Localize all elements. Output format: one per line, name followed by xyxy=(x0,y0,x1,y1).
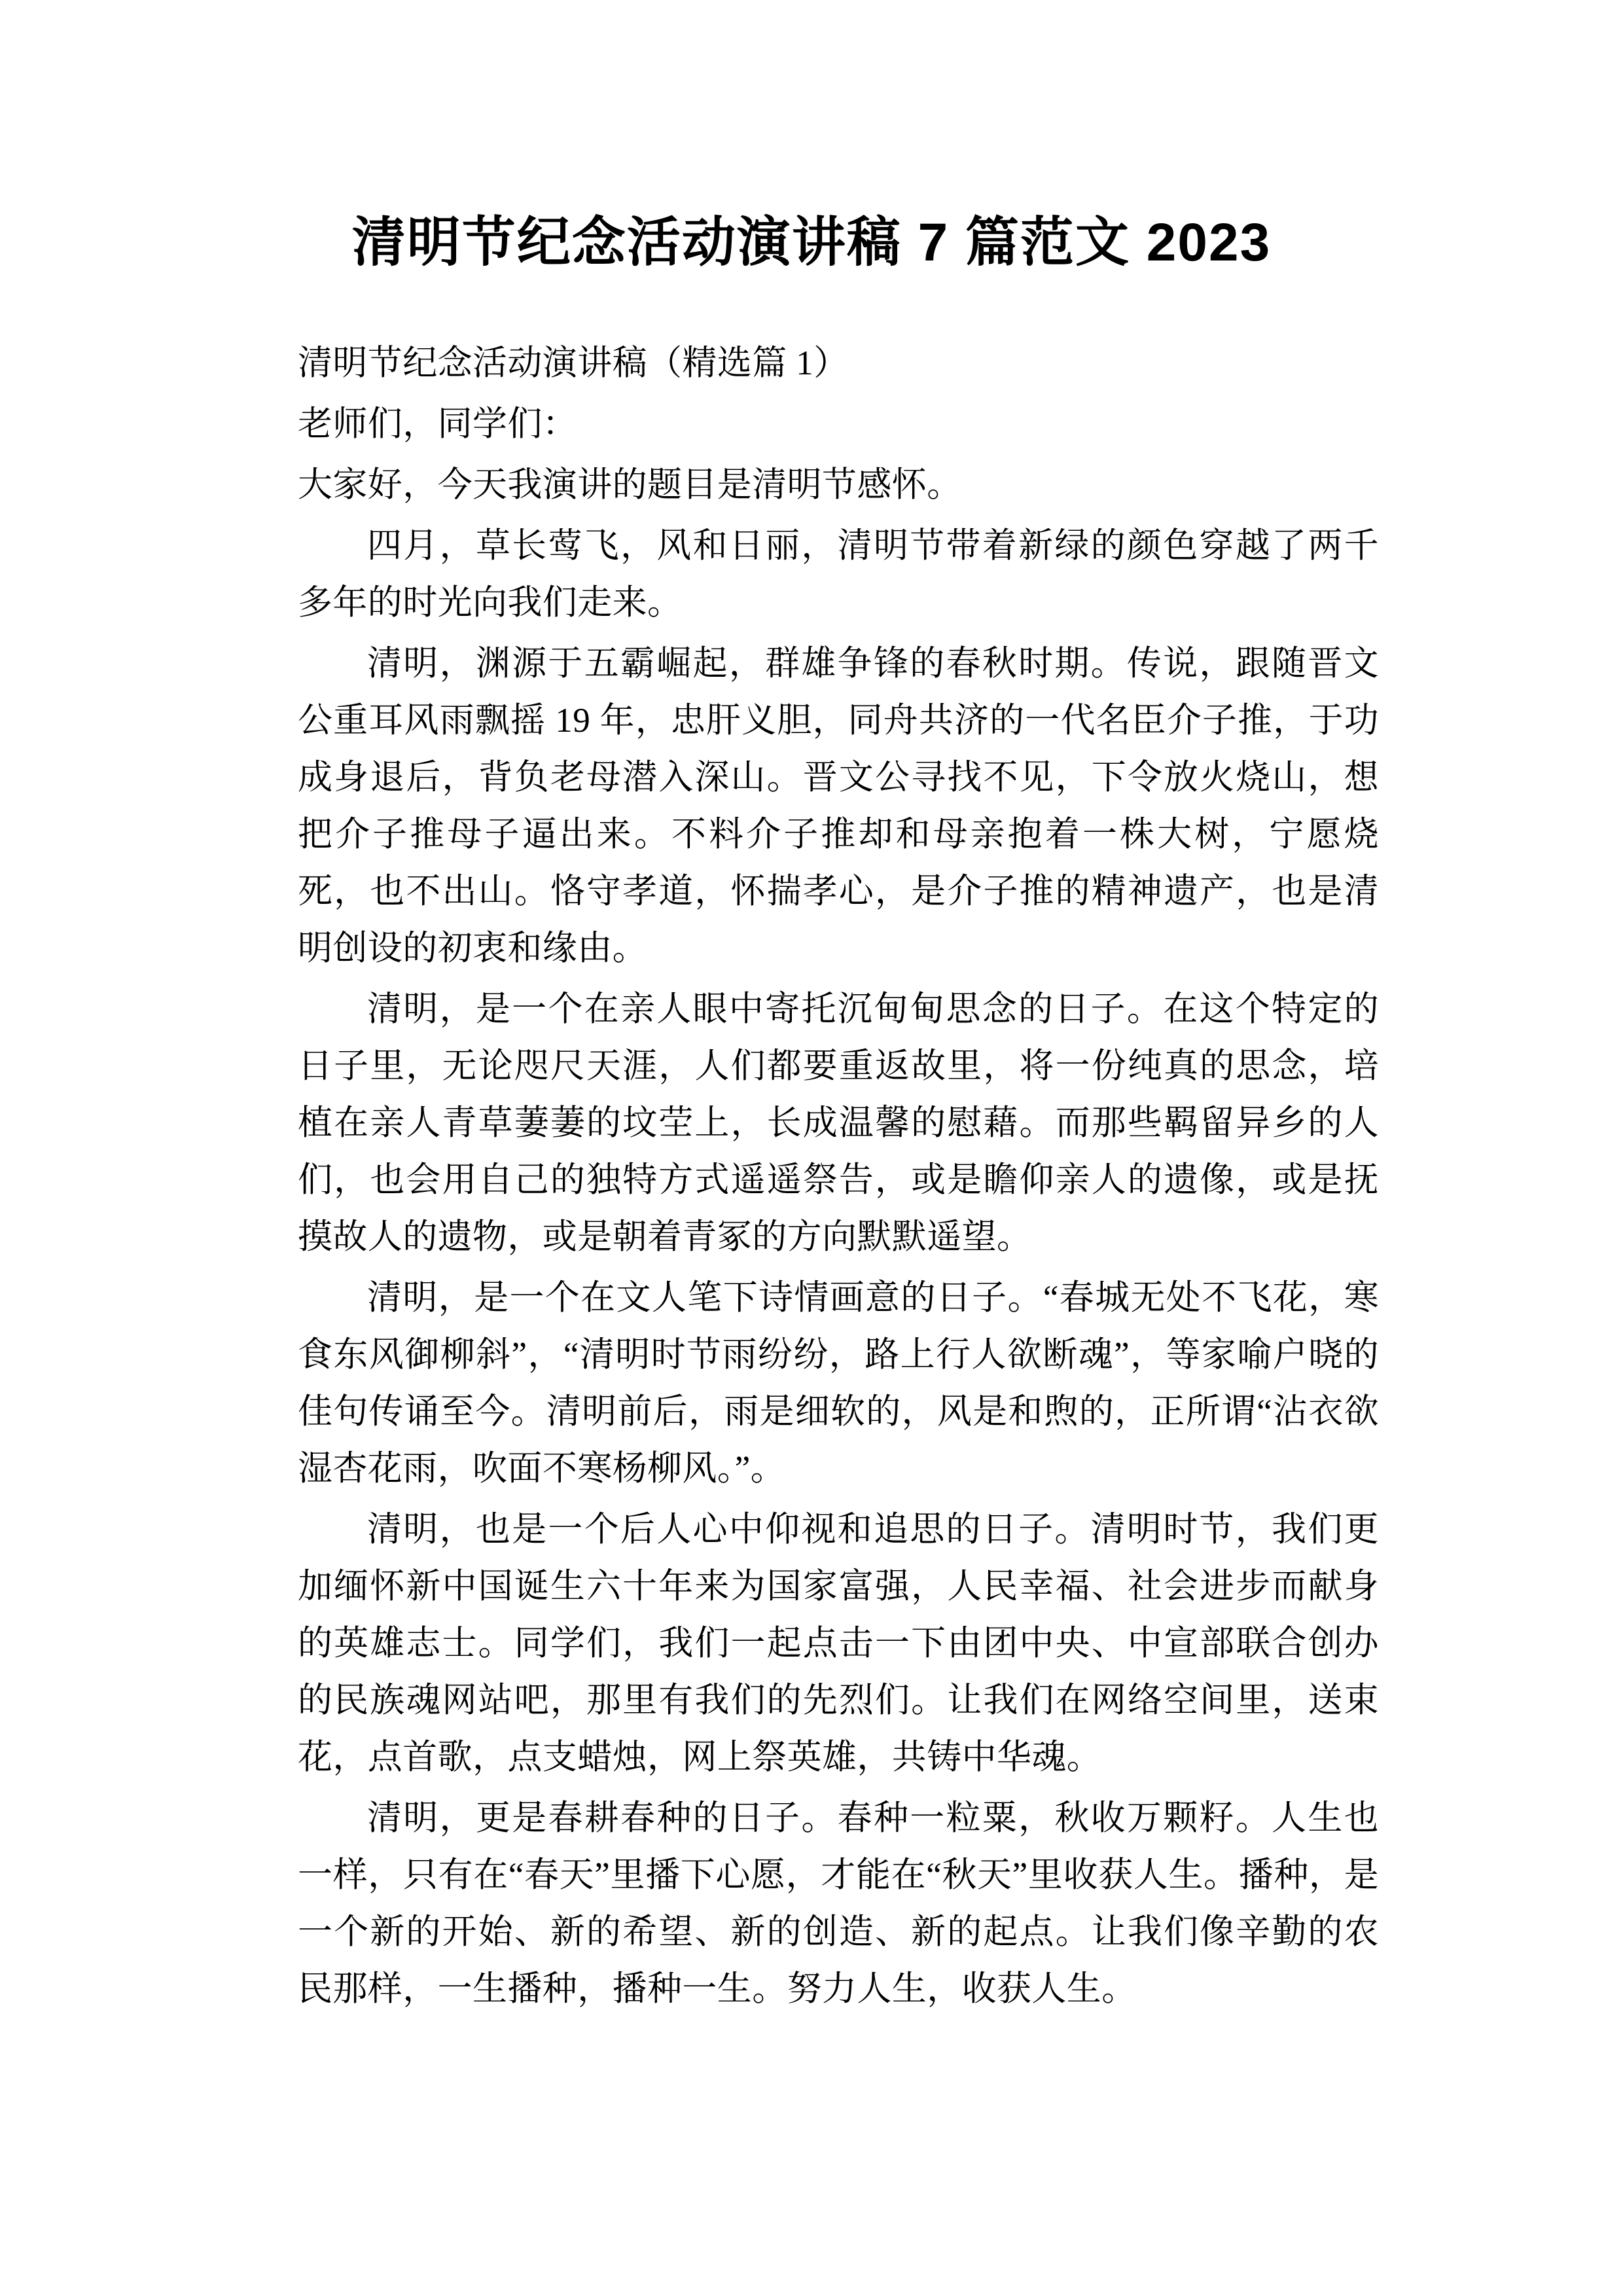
paragraph-greeting: 大家好，今天我演讲的题目是清明节感怀。 xyxy=(298,466,962,504)
paragraph-poetry: 清明，是一个在文人笔下诗情画意的日子。“春城无处不飞花，寒食东风御柳斜”，“清明时节雨纷纷，路上行人欲断魂”，等家喻户晓的佳句传诵至今。清明前后，雨是细软的，风是和煦的，正所谓“沾衣欲湿杏花雨，吹面不寒杨柳风。”。 xyxy=(298,1279,1379,1488)
paragraph-subtitle: 清明节纪念活动演讲稿（精选篇 1） xyxy=(298,344,849,382)
page-title: 清明节纪念活动演讲稿 7 篇范文 2023 xyxy=(351,212,1272,272)
paragraph-sowing: 清明，更是春耕春种的日子。春种一粒粟，秋收万颗籽。人生也一样，只有在“春天”里播下心愿，才能在“秋天”里收获人生。播种，是一个新的开始、新的希望、新的创造、新的起点。让我们像辛勤的农民那样，一生播种，播种一生。努力人生，收获人生。 xyxy=(298,1799,1379,2008)
paragraph-salutation: 老师们，同学们： xyxy=(298,405,578,443)
paragraph-origin: 清明，渊源于五霸崛起，群雄争锋的春秋时期。传说，跟随晋文公重耳风雨飘摇 19 年，忠肝义胆，同舟共济的一代名臣介子推，于功成身退后，背负老母潜入深山。晋文公寻找不见，下令放火烧山，想把介子推母子逼出来。不料介子推却和母亲抱着一株大树，宁愿烧死，也不出山。恪守孝道，怀揣孝心，是介子推的精神遗产，也是清明创设的初衷和缘由。 xyxy=(298,645,1379,967)
paragraph-heroes: 清明，也是一个后人心中仰视和追思的日子。清明时节，我们更加缅怀新中国诞生六十年来为国家富强，人民幸福、社会进步而献身的英雄志士。同学们，我们一起点击一下由团中央、中宣部联合创办的民族魂网站吧，那里有我们的先烈们。让我们在网络空间里，送束花，点首歌，点支蜡烛，网上祭英雄，共铸中华魂。 xyxy=(298,1511,1379,1776)
paragraph-april: 四月，草长莺飞，风和日丽，清明节带着新绿的颜色穿越了两千多年的时光向我们走来。 xyxy=(298,527,1379,622)
paragraph-memory: 清明，是一个在亲人眼中寄托沉甸甸思念的日子。在这个特定的日子里，无论咫尺天涯，人们都要重返故里，将一份纯真的思念，培植在亲人青草萋萋的坟茔上，长成温馨的慰藉。而那些羁留异乡的人们，也会用自己的独特方式遥遥祭告，或是瞻仰亲人的遗像，或是抚摸故人的遗物，或是朝着青冢的方向默默遥望。 xyxy=(298,990,1379,1256)
document-body xyxy=(298,335,1379,2022)
